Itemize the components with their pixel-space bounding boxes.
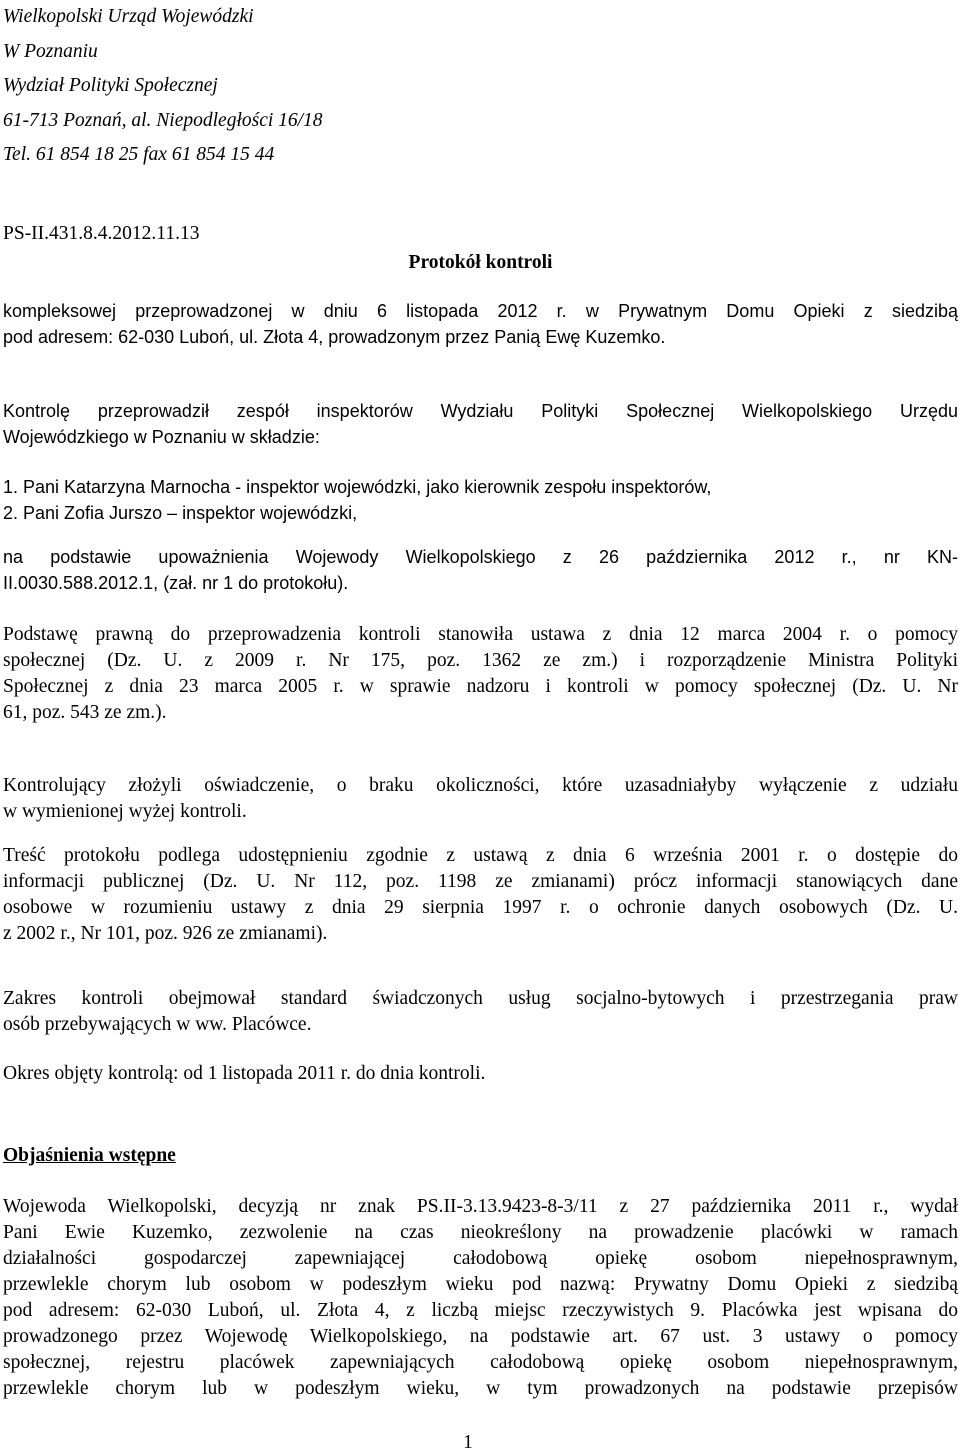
header-office-name: Wielkopolski Urząd Wojewódzki (3, 6, 254, 27)
intro-line: kompleksowej przeprowadzonej w dniu 6 listopada 2012 r. w Prywatnym Domu Opieki z siedzibą (3, 301, 958, 321)
scope-paragraph (3, 986, 958, 1038)
header-city: W Poznaniu (3, 40, 98, 62)
scope-line: osób przebywających w ww. Placówce. (3, 1014, 312, 1035)
team-members-list (3, 474, 958, 526)
declaration-line: w wymienionej wyżej kontroli. (3, 801, 247, 822)
authorization-line: na podstawie upoważnienia Wojewody Wielkopolskiego z 26 października 2012 r., nr KN- (3, 547, 958, 567)
document-page (3, 0, 958, 1455)
explanation-line: działalności gospodarczej zapewniającej całodobową opiekę osobom niepełnosprawnym, (3, 1248, 958, 1269)
intro-paragraph (3, 298, 958, 350)
header-address: 61-713 Poznań, al. Niepodległości 16/18 (3, 109, 323, 131)
declaration-line: Kontrolujący złożyli oświadczenie, o braku okoliczności, które uzasadniałyby wyłączenie z udziału (3, 775, 958, 796)
explanation-line: przewlekle chorym lub osobom w podeszłym wieku pod nazwą: Prywatny Domu Opieki z siedzibą (3, 1274, 958, 1295)
section-heading (3, 1143, 176, 1169)
team-line: Kontrolę przeprowadził zespół inspektorów Wydziału Polityki Społecznej Wielkopolskiego Urzędu (3, 401, 958, 421)
legal-basis-line: społecznej (Dz. U. z 2009 r. Nr 175, poz. 1362 ze zm.) i rozporządzenie Ministra Polityki (3, 650, 958, 671)
page-number: 1 (463, 1432, 473, 1453)
intro-line: pod adresem: 62-030 Luboń, ul. Złota 4, prowadzonym przez Panią Ewę Kuzemko. (3, 327, 666, 347)
section-heading-text: Objaśnienia wstępne (3, 1145, 176, 1166)
page-title: Protokół kontroli (408, 252, 553, 273)
office-header (3, 0, 323, 173)
header-department: Wydział Polityki Społecznej (3, 75, 218, 96)
authorization-line: II.0030.588.2012.1, (zał. nr 1 do protokołu). (3, 573, 349, 593)
legal-basis-paragraph (3, 622, 958, 726)
declaration-paragraph (3, 773, 958, 825)
publication-paragraph (3, 843, 958, 947)
publication-line: osobowe w rozumieniu ustawy z dnia 29 sierpnia 1997 r. o ochronie danych osobowych (Dz. U. (3, 897, 958, 918)
publication-line: z 2002 r., Nr 101, poz. 926 ze zmianami). (3, 923, 328, 944)
list-item: 1. Pani Katarzyna Marnocha - inspektor wojewódzki, jako kierownik zespołu inspektorów, (3, 477, 712, 497)
case-reference: PS-II.431.8.4.2012.11.13 (3, 223, 200, 244)
publication-line: informacji publicznej (Dz. U. Nr 112, poz. 1198 ze zmianami) prócz informacji stanowiących dane (3, 871, 958, 892)
list-item: 2. Pani Zofia Jurszo – inspektor wojewódzki, (3, 503, 358, 523)
explanation-line: przewlekle chorym lub w podeszłym wieku, w tym prowadzonych na podstawie przepisów (3, 1378, 958, 1399)
explanation-line: Pani Ewie Kuzemko, zezwolenie na czas nieokreślony na prowadzenie placówki w ramach (3, 1222, 958, 1243)
period-paragraph (3, 1061, 958, 1087)
team-paragraph (3, 398, 958, 450)
explanation-line: społecznej, rejestru placówek zapewniających całodobową opiekę osobom niepełnosprawnym, (3, 1352, 958, 1373)
explanation-line: prowadzonego przez Wojewodę Wielkopolskiego, na podstawie art. 67 ust. 3 ustawy o pomocy (3, 1326, 958, 1347)
header-phone-fax: Tel. 61 854 18 25 fax 61 854 15 44 (3, 144, 275, 165)
publication-line: Treść protokołu podlega udostępnieniu zgodnie z ustawą z dnia 6 września 2001 r. o dostępie do (3, 845, 958, 866)
period-line: Okres objęty kontrolą: od 1 listopada 2011 r. do dnia kontroli. (3, 1063, 486, 1084)
explanation-paragraph (3, 1194, 958, 1402)
legal-basis-line: Społecznej z dnia 23 marca 2005 r. w sprawie nadzoru i kontroli w pomocy społecznej (Dz. U. Nr (3, 676, 958, 697)
authorization-paragraph (3, 544, 958, 596)
scope-line: Zakres kontroli obejmował standard świadczonych usług socjalno-bytowych i przestrzegania praw (3, 988, 958, 1009)
explanation-line: pod adresem: 62-030 Luboń, ul. Złota 4, z liczbą miejsc rzeczywistych 9. Placówka jest wpisana do (3, 1300, 958, 1321)
explanation-line: Wojewoda Wielkopolski, decyzją nr znak PS.II-3.13.9423-8-3/11 z 27 października 2011 r., wydał (3, 1196, 958, 1217)
legal-basis-line: Podstawę prawną do przeprowadzenia kontroli stanowiła ustawa z dnia 12 marca 2004 r. o pomocy (3, 624, 958, 645)
legal-basis-line: 61, poz. 543 ze zm.). (3, 702, 167, 723)
team-line: Wojewódzkiego w Poznaniu w składzie: (3, 427, 320, 447)
